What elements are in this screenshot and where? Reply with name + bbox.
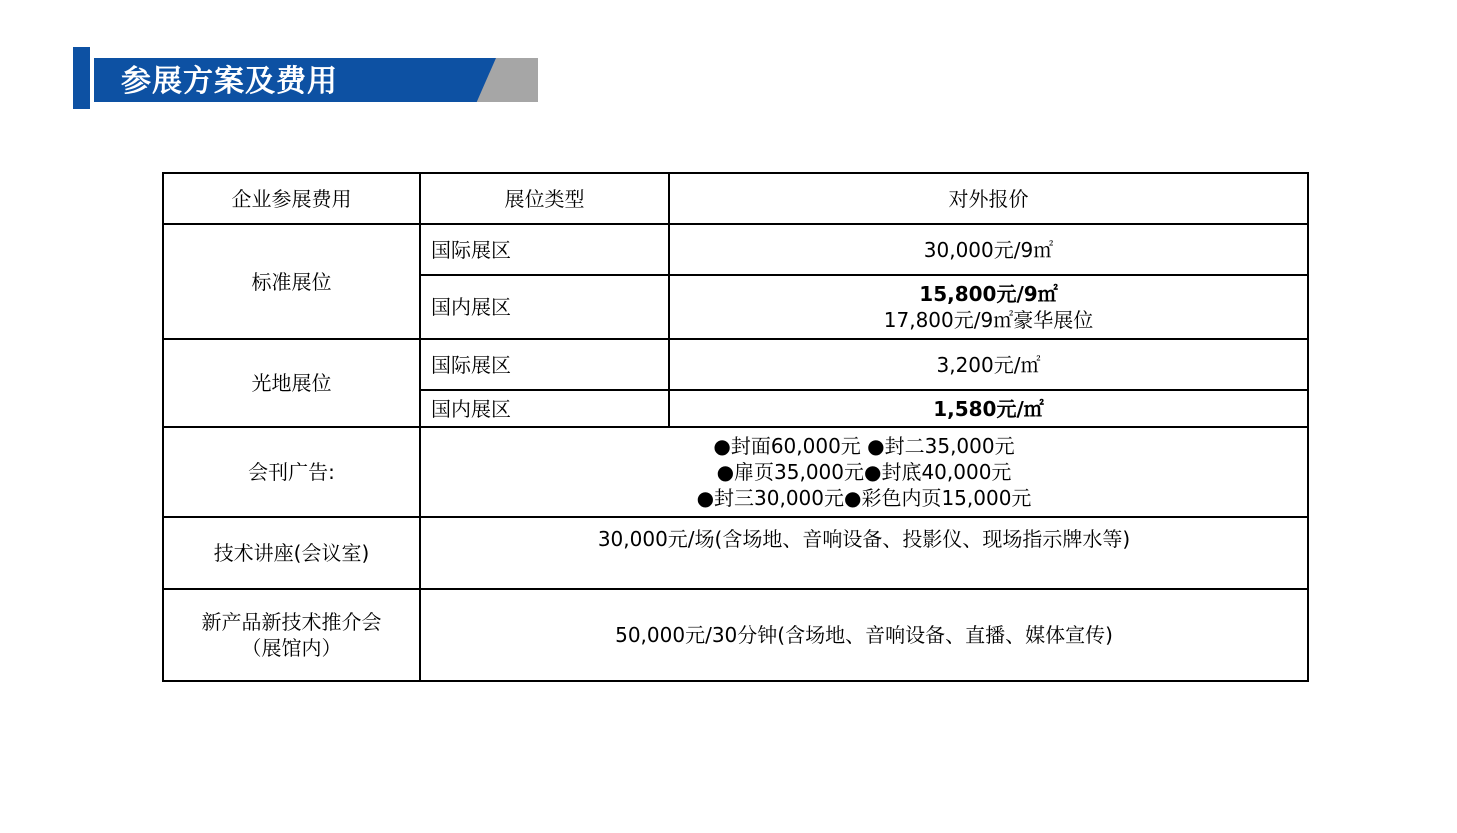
standard-intl-type: 国际展区: [420, 224, 669, 275]
page-title: 参展方案及费用: [121, 64, 338, 99]
standard-domestic-price-main: 15,800元/9㎡: [919, 282, 1058, 306]
raw-domestic-price: 1,580元/㎡: [669, 390, 1308, 427]
launch-price: 50,000元/30分钟(含场地、音响设备、直播、媒体宣传): [420, 589, 1308, 681]
launch-label-line1: 新产品新技术推介会: [201, 610, 382, 634]
table-row: [163, 589, 1308, 681]
table-header-row: [163, 173, 1308, 224]
ads-line: ●扉页35,000元●封底40,000元: [716, 460, 1012, 484]
seminar-label: 技术讲座(会议室): [163, 517, 420, 589]
raw-domestic-type: 国内展区: [420, 390, 669, 427]
launch-label: [163, 589, 420, 681]
ads-prices: [420, 427, 1308, 517]
table-row: [163, 224, 1308, 275]
launch-label-line2: （展馆内）: [241, 636, 342, 660]
standard-booth-label: 标准展位: [163, 224, 420, 339]
ads-line: ●封三30,000元●彩色内页15,000元: [696, 486, 1032, 510]
header-enterprise-fee: 企业参展费用: [163, 173, 420, 224]
table-row: [163, 427, 1308, 517]
table-row: [163, 517, 1308, 589]
seminar-price: 30,000元/场(含场地、音响设备、投影仪、现场指示牌水等): [420, 517, 1308, 589]
table-row: [163, 339, 1308, 390]
ads-line: ●封面60,000元 ●封二35,000元: [713, 434, 1015, 458]
standard-intl-price: 30,000元/9㎡: [669, 224, 1308, 275]
raw-intl-price: 3,200元/㎡: [669, 339, 1308, 390]
title-accent-bar: [73, 47, 90, 109]
standard-domestic-type: 国内展区: [420, 275, 669, 339]
header-booth-type: 展位类型: [420, 173, 669, 224]
raw-space-label: 光地展位: [163, 339, 420, 427]
header-quote: 对外报价: [669, 173, 1308, 224]
standard-domestic-price: [669, 275, 1308, 339]
raw-intl-type: 国际展区: [420, 339, 669, 390]
fee-table: [162, 172, 1309, 682]
ads-label: 会刊广告:: [163, 427, 420, 517]
standard-domestic-price-deluxe: 17,800元/9㎡豪华展位: [883, 308, 1094, 332]
